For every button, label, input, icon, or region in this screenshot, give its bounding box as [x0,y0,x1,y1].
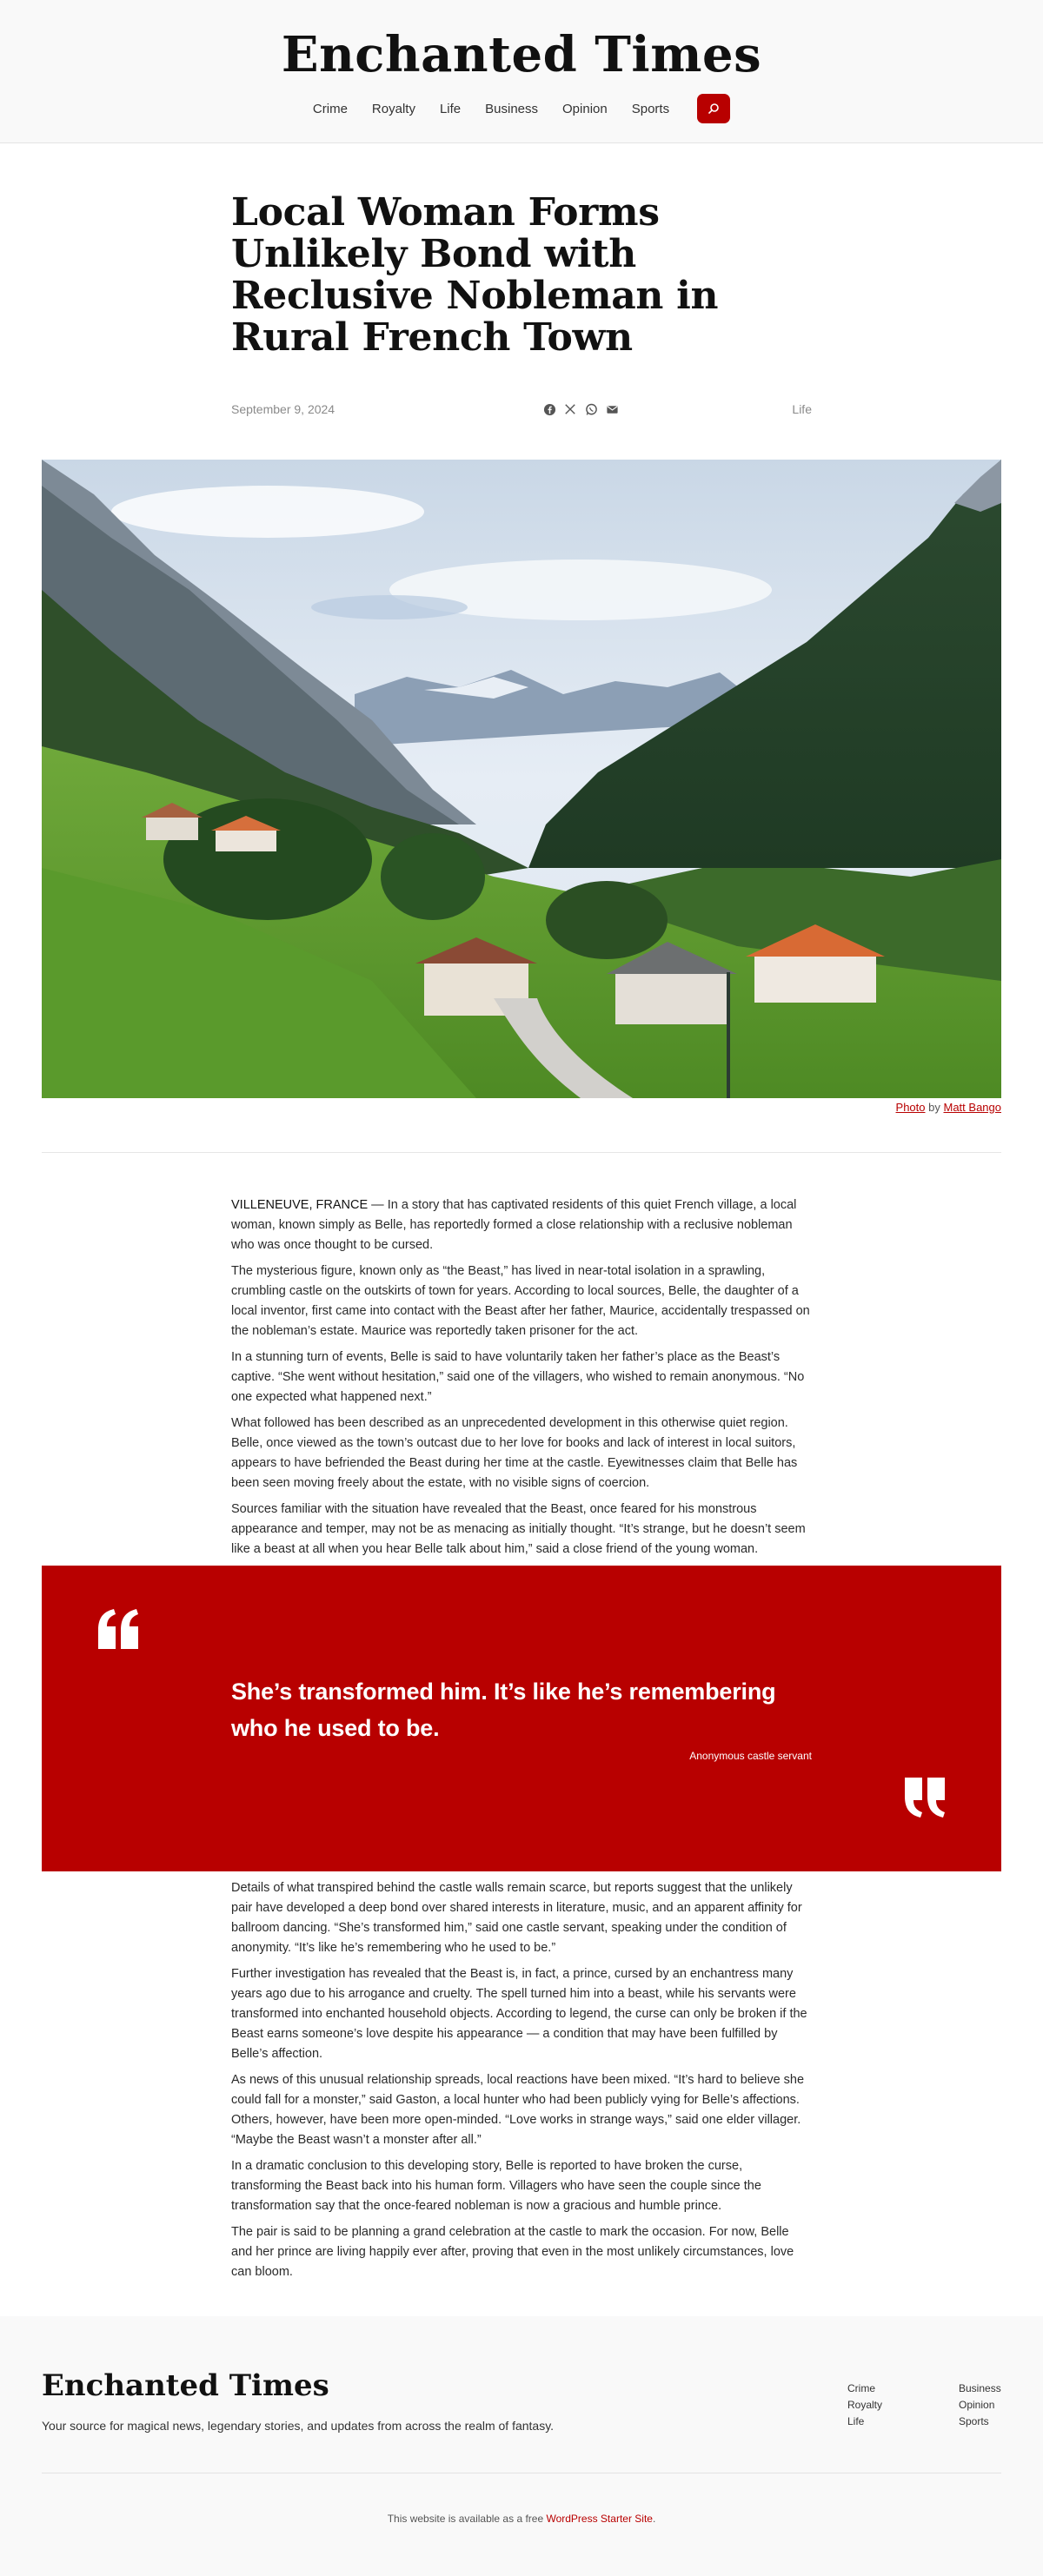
post-category[interactable]: Life [792,402,812,416]
hero-image [42,460,1001,1098]
footer-tagline: Your source for magical news, legendary stories, and updates from across the realm of fantasy. [42,2419,555,2433]
site-footer [0,2316,1043,2576]
nav-item-royalty[interactable]: Royalty [371,101,415,116]
nav-item-life[interactable]: Life [439,101,462,116]
search-icon [708,103,720,115]
body-paragraph: What followed has been described as an unprecedented development in this otherwise quiet region. Belle, once viewed as the town’s outcast due to her love for books and lack of interest in local suitors, appears to have befriended the Beast during her time at the castle. Eyewitnesses claim that Belle has been seen moving freely about the estate, with no visible signs of coercion. [231,1416,798,1490]
article-body-continued [231,1878,812,2282]
footer-link-crime[interactable]: Crime [847,2382,875,2394]
article-meta [231,399,812,420]
footer-link-royalty[interactable]: Royalty [847,2399,883,2411]
body-paragraph: Sources familiar with the situation have revealed that the Beast, once feared for his monstrous appearance and temper, may not be as menacing as initially thought. “It’s strange, but he doesn’t seem like a beast at all when you hear Belle talk about him,” said a close friend of the young woman. [231,1502,806,1556]
footer-credit: This website is available as a free WordPress Starter Site. [387,2513,656,2525]
body-paragraph: In a stunning turn of events, Belle is said to have voluntarily taken her father’s place as the Beast’s captive. “She went without hesitation,” said one of the villagers, who wished to remain anonymous. “No one expected what happened next.” [231,1350,805,1404]
article-title: Local Woman Forms Unlikely Bond with Reclusive Nobleman in Rural French Town [231,190,719,360]
share-links [542,402,619,416]
image-caption [42,1101,1001,1114]
body-paragraph: The pair is said to be planning a grand celebration at the castle to mark the occasion. For now, Belle and her prince are living happily ever after, proving that even in the most unlikely circumstances, love can bloom. [231,2225,794,2279]
facebook-icon[interactable] [542,402,556,416]
article-body [231,1195,812,1560]
hero-figure [42,460,1001,1114]
nav-item-crime[interactable]: Crime [312,101,348,116]
footer-link-opinion[interactable]: Opinion [959,2399,995,2411]
nav-item-sports[interactable]: Sports [631,101,670,116]
body-paragraph: Details of what transpired behind the castle walls remain scarce, but reports suggest that the unlikely pair have developed a deep bond over shared interests in literature, music, and an apparent affinity for ballroom dancing. “She’s transformed him,” said one castle servant, speaking under the condition of anonymity. “It’s like he’s remembering who he used to be.” [231,1881,802,1955]
body-paragraph: VILLENEUVE, FRANCE — In a story that has captivated residents of this quiet French village, a local woman, known simply as Belle, has reportedly formed a close relationship with a reclusive nobleman who was once thought to be cursed. [231,1198,797,1252]
content-divider [42,1152,1001,1153]
body-paragraph: The mysterious figure, known only as “the Beast,” has lived in near-total isolation in a sprawling, crumbling castle on the outskirts of town for years. According to local sources, Belle, the daughter of a local inventor, first came into contact with the Beast after her father, Maurice, accidentally trespassed on the nobleman’s estate. Maurice was reportedly taken prisoner for the act. [231,1264,810,1338]
caption-by: by [928,1101,940,1114]
footer-nav-column-2 [959,2381,1001,2430]
whatsapp-icon[interactable] [584,402,598,416]
site-header [0,0,1043,143]
footer-link-business[interactable]: Business [959,2382,1001,2394]
quote-text: She’s transformed him. It’s like he’s remembering who he used to be. [231,1679,776,1741]
mail-icon[interactable] [605,402,619,416]
primary-nav [313,94,730,123]
body-paragraph: As news of this unusual relationship spreads, local reactions have been mixed. “It’s hard to believe she could fall for a monster,” said Gaston, a local hunter who had been publicly vying for Belle’s affections. Others, however, have been more open-minded. “Love works in strange ways,” said one elder villager. “Maybe the Beast wasn’t a monster after all.” [231,2073,805,2147]
footer-nav-column-1 [847,2381,882,2430]
quote-citation: Anonymous castle servant [689,1750,812,1762]
footer-logo[interactable]: Enchanted Times [42,2368,329,2403]
photographer-link[interactable]: Matt Bango [943,1101,1001,1114]
post-date: September 9, 2024 [231,402,335,416]
open-quote-icon [96,1609,140,1649]
close-quote-icon [903,1778,947,1818]
footer-link-sports[interactable]: Sports [959,2415,989,2427]
search-button[interactable] [697,94,730,123]
body-paragraph: Further investigation has revealed that the Beast is, in fact, a prince, cursed by an enchantress many years ago due to his arrogance and cruelty. The spell turned him into a beast, while his servants were transformed into enchanted household objects. According to legend, the curse can only be broken if the Beast earns someone’s love despite his appearance — a condition that may have been fulfilled by Belle’s affection. [231,1967,807,2061]
body-paragraph: In a dramatic conclusion to this developing story, Belle is reported to have broken the curse, transforming the Beast back into his human form. Villagers who have seen the couple since the transformation say that the once-feared nobleman is now a gracious and humble prince. [231,2159,761,2213]
footer-link-life[interactable]: Life [847,2415,865,2427]
photo-link[interactable]: Photo [895,1101,926,1114]
article-header [231,192,812,420]
site-logo[interactable]: Enchanted Times [281,26,762,83]
nav-item-business[interactable]: Business [485,101,539,116]
pull-quote [42,1566,1001,1871]
x-icon[interactable] [563,402,577,416]
dateline: VILLENEUVE, FRANCE [231,1198,369,1212]
nav-item-opinion[interactable]: Opinion [562,101,608,116]
wordpress-starter-link[interactable]: WordPress Starter Site [546,2513,653,2525]
